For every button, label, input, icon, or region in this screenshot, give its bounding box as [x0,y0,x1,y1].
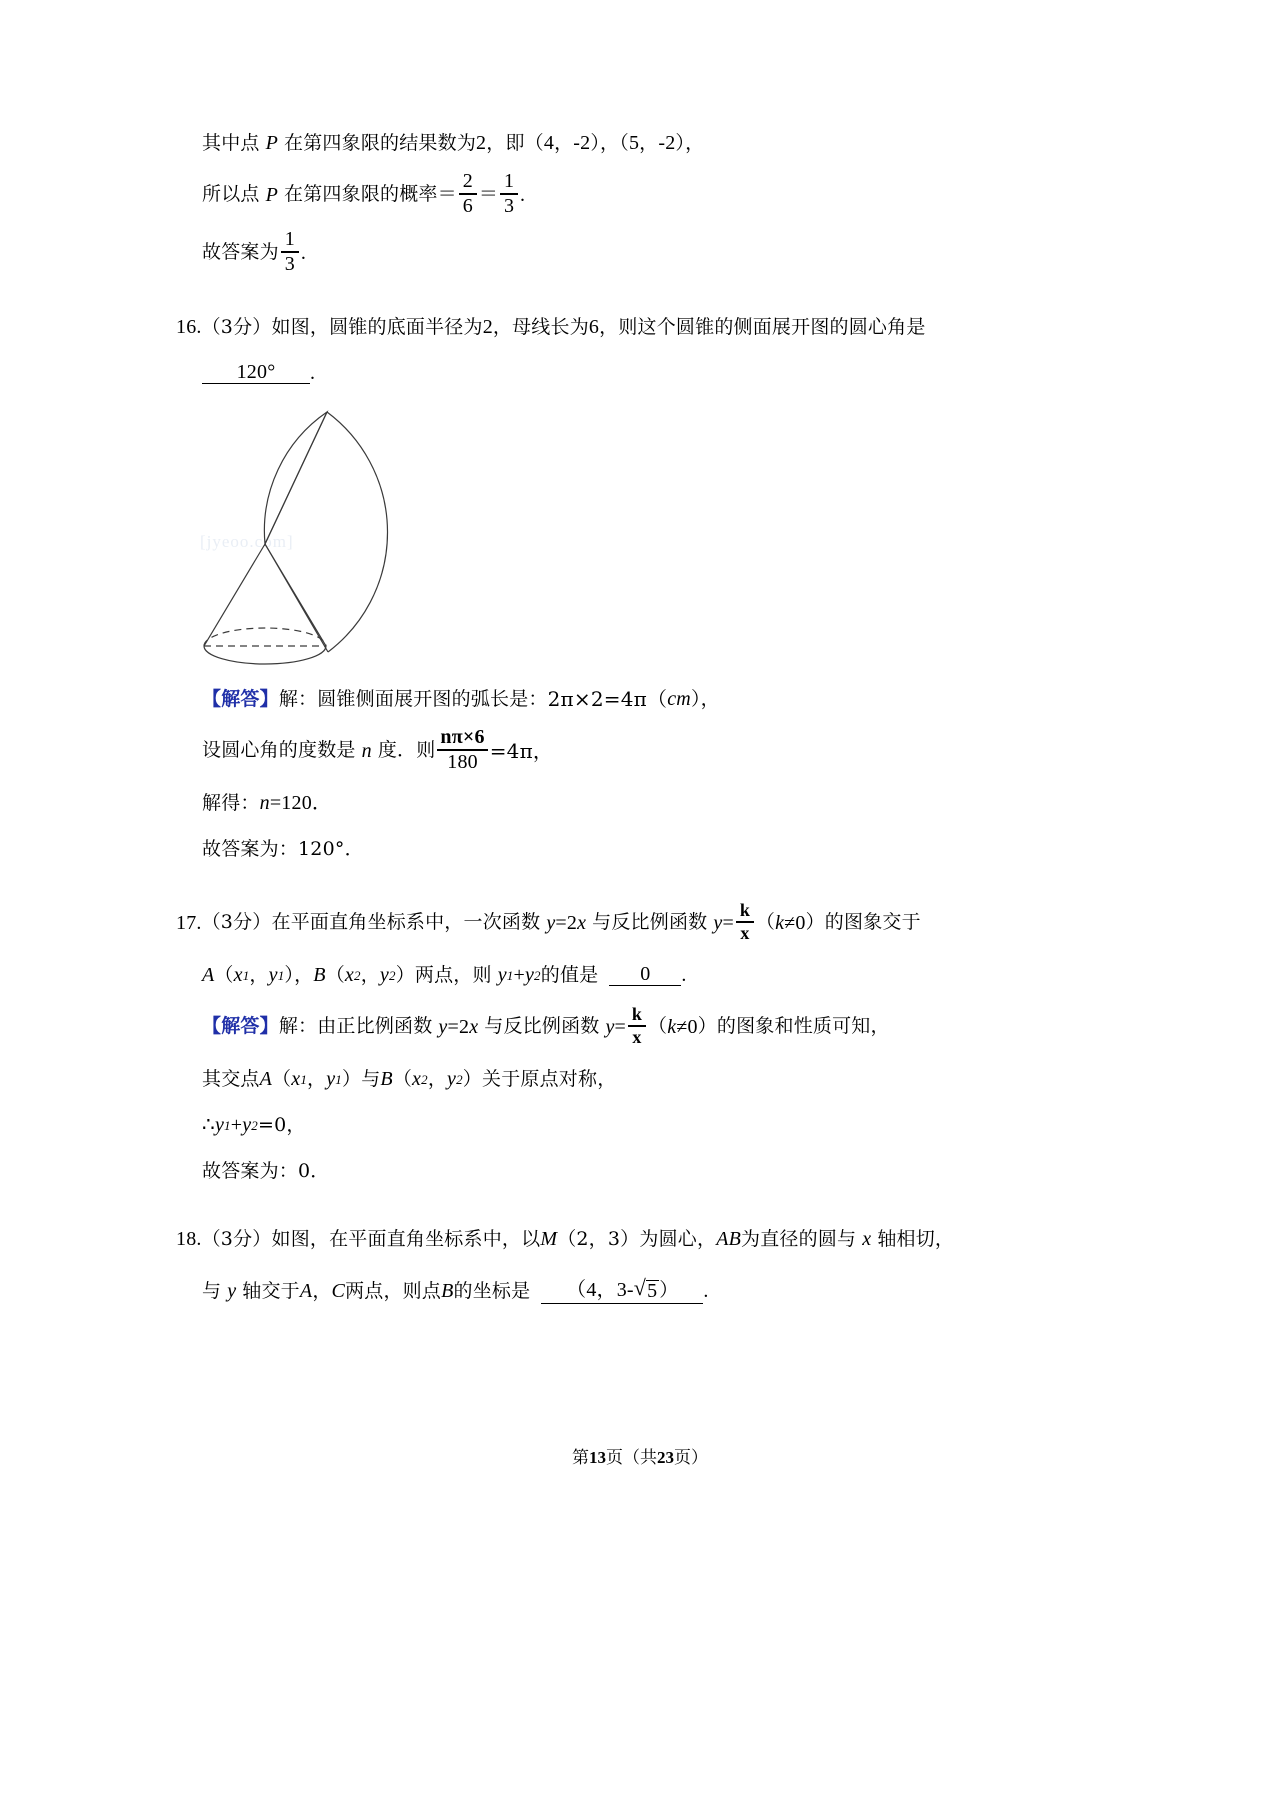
q17-sol3-y2: y [242,1114,252,1136]
q18-line2-comma: ， [312,1279,332,1302]
q17-sum-y1-sub: 1 [506,967,514,983]
page-content [176,120,1106,1320]
q16-sol-c: ）， [690,687,720,710]
fraction-k-over-x [628,1005,646,1046]
q18-answer-blank[interactable] [541,1275,703,1304]
q18-answer-suffix: ） [659,1279,679,1301]
q17-stem-a: 在平面直角坐标系中，一次函数 [271,911,541,934]
q15-equals: ＝ [478,183,499,206]
q18-marks: （3分） [201,1227,272,1250]
fraction-k-over-x [736,901,754,942]
q17-linear-eq: =2 [555,911,578,934]
fraction-one-third [500,171,518,216]
q18-line2-b: 轴交于 [242,1279,300,1302]
q17-sol-a: 解：由正比例函数 [278,1015,433,1038]
q16-sol3-n: n [259,792,270,814]
q17-sol2-B-x: x [412,1068,422,1090]
q16-number-dot: . [196,316,202,338]
q16-sol3-b: =120． [269,792,333,814]
q18-stem-d: 轴相切， [877,1227,955,1250]
fraction-numerator: nπ×6 [440,726,485,749]
q15-text-d: ），（ [590,131,629,154]
q17-plus-sign: + [513,964,525,986]
cone-base-front-arc [204,646,326,664]
cone-figure-container [176,404,1106,676]
q18-answer-period: . [703,1280,709,1302]
q18-answer-prefix: （4，3- [566,1279,634,1301]
q16-sol-a: 解：圆锥侧面展开图的弧长是： [278,687,548,710]
q17-B-y-sub: 2 [388,967,396,983]
fraction-numerator: 1 [503,170,515,193]
q17-sol-linear-x: x [469,1015,479,1038]
q17-sum-y2-sub: 2 [534,967,541,983]
q15-line-2 [176,166,1106,224]
footer-total-pages: 23 [657,1448,674,1467]
q18-point-C: C [331,1280,346,1302]
q17-A-x-sub: 1 [242,967,250,983]
radical-sign-icon: √ [633,1275,647,1300]
q17-B-x-sub: 2 [354,967,361,983]
q17-sol2-B-y: y [447,1068,457,1090]
therefore-symbol: ∴ [202,1114,215,1136]
q17-sol2-B: B [380,1068,393,1090]
q17-sol-c: （ [648,1015,668,1038]
q15-period: . [520,183,526,206]
fraction-denominator: x [740,922,750,943]
q18-center-coords: （2，3） [557,1227,640,1250]
fraction-denominator: x [632,1026,642,1047]
watermark-text: [jyeoo.com] [200,532,294,551]
q17-k-condition: ≠0 [784,911,806,934]
q17-number-dot: . [196,911,202,934]
q17-sol-inverse-eq: = [614,1015,627,1038]
radicand: 5 [647,1280,658,1302]
q17-inverse-eq: = [722,911,734,934]
q17-A-comma: ， [249,963,269,986]
q17-sol2-A-y-sub: 1 [335,1071,342,1087]
q18-point-B: B [441,1280,454,1302]
q17-solution-line-1 [176,998,1106,1056]
footer-current-page: 13 [589,1448,606,1467]
fraction-numerator: k [739,900,751,921]
q16-answer-line [176,350,1106,396]
q16-sol2-b: 度．则 [377,739,436,762]
q17-final-answer: 故答案为：0． [202,1159,330,1182]
q17-solution-line-4 [176,1148,1106,1194]
q15-comma-1: ， [554,131,574,154]
q16-stem-a: 如图，圆锥的底面半径为 [271,315,483,338]
q15-text-e: ）， [675,131,705,154]
q16-solution-line-2 [176,722,1106,780]
q16-number: 16 [176,316,197,338]
q17-sol-inverse-y: y [605,1015,615,1038]
q16-final-answer: 故答案为：120°． [202,837,364,860]
q15-text-a: 其中点 [202,131,260,154]
q17-value-text: 的值是 [540,963,599,986]
q17-linear-y: y [546,911,556,934]
footer-prefix: 第 [572,1448,589,1468]
q16-variable-n: n [361,739,372,762]
q17-sol3-plus: + [230,1114,243,1136]
q17-sum-y2: y [524,964,535,986]
q18-point-A: A [299,1280,313,1302]
q15-text-b: 在第四象限的结果数为 [284,131,477,154]
q16-stem-b: ，母线长为 [492,315,589,338]
q15-text-c: ，即（ [486,131,544,154]
cone-diagram-svg [186,404,486,676]
q17-stem-c: （ [755,911,776,934]
q17-sol2-a: 其交点 [202,1067,260,1090]
solution-tag: 【解答】 [202,1015,279,1038]
q15-answer-period: . [300,241,307,264]
q17-sol2-A-x-sub: 1 [300,1071,308,1087]
q16-marks: （3分） [201,315,272,338]
q17-sol-k-symbol: k [667,1015,677,1038]
q17-sol2-A-comma: ， [307,1067,327,1090]
q15-point2-y: -2 [658,132,676,154]
q16-slant-value: 6 [588,316,600,338]
q17-sol2-B-y-sub: 2 [456,1071,463,1087]
q18-axis-y: y [227,1280,237,1302]
q17-two-points-text: 两点，则 [414,963,492,986]
q17-answer-period: . [681,964,687,986]
q17-sol2-B-comma: ， [427,1067,448,1090]
q15-line-3 [176,224,1106,282]
q16-unit-cm: cm [667,688,691,710]
fraction-numerator: k [631,1004,643,1025]
fraction-numerator: 1 [284,228,295,251]
q17-sol3-y1-sub: 1 [224,1117,231,1133]
q17-k-symbol: k [775,911,785,934]
q17-B-y: y [379,964,389,986]
fraction-denominator: 3 [284,252,295,275]
q17-sum-y1: y [497,964,507,986]
q17-sol-linear-y: y [438,1015,448,1038]
fraction-two-sixths [459,171,477,216]
q17-inverse-y: y [713,911,723,934]
q17-sol2-b: 与 [361,1067,381,1090]
q16-radius-value: 2 [482,316,493,338]
q17-sol2-B-x-sub: 2 [421,1071,428,1087]
q18-stem-a: 如图，在平面直角坐标系中，以 [271,1227,541,1250]
q18-stem-line-2 [176,1262,1106,1320]
fraction-one-third-answer [281,229,299,274]
q18-stem-line-1 [176,1216,1106,1262]
q17-sol2-A: A [259,1068,273,1090]
q16-sol2-a: 设圆心角的度数是 [202,739,356,762]
q16-answer-period: . [310,362,316,384]
footer-suffix: 页） [674,1448,708,1468]
q17-sol-k-condition: ≠0 [676,1015,698,1038]
q15-comma-2: ， [639,131,659,154]
q18-line2-d: 的坐标是 [453,1279,531,1302]
q15-line-1 [176,120,1106,166]
q17-marks: （3分） [201,911,272,934]
q17-solution-line-3 [176,1102,1106,1148]
q17-stem-line-2: A （ x 1 ， y 1 ）， B （ x 2 ， y 2 ） 两点，则 y 1 + y 2 的值是 0 . [202,963,687,986]
q15-prob-text-b: 在第四象限的概率＝ [284,183,457,206]
square-root-expression [633,1275,659,1302]
q15-point2-x: 5 [628,132,640,154]
q17-stem-b: 与反比例函数 [592,911,708,934]
q17-A-y-sub: 1 [277,967,285,983]
q17-A-y: y [268,964,278,986]
q17-sol-b: 与反比例函数 [484,1015,600,1038]
q15-point1-y: -2 [573,132,591,154]
solution-tag: 【解答】 [202,687,279,710]
q15-answer-text: 故答案为 [202,241,279,264]
cone-base-back-arc-dashed [204,628,326,646]
q17-stem-line-1 [176,894,1106,952]
q16-solution-line-1 [176,676,1106,722]
q17-point-A: A [202,964,215,986]
q16-stem-c: ，则这个圆锥的侧面展开图的圆心角是 [599,315,926,338]
q17-sol-d: ）的图象和性质可知， [697,1015,890,1038]
q18-number-dot: . [196,1228,202,1250]
q17-sol-linear-eq: =2 [447,1015,470,1038]
q16-answer-blank[interactable]: 120° [202,362,310,384]
q17-number: 17 [176,911,197,934]
fraction-numerator: 2 [462,170,473,193]
q16-arc-length-expr: 2π×2=4π（ [547,687,668,711]
q17-B-x: x [344,964,354,986]
footer-middle: 页（共 [606,1448,657,1468]
q15-point-label-P: P [265,132,279,154]
q16-solution-line-3 [176,780,1106,826]
fraction-denominator: 3 [503,194,515,217]
q18-stem-c: 为直径的圆与 [741,1227,857,1250]
fraction-arc-formula [437,727,487,772]
q15-prob-label-P: P [265,183,279,206]
sector-arc [327,412,388,652]
fraction-denominator: 180 [447,750,478,773]
q18-line2-a: 与 [202,1279,222,1302]
q18-stem-b: 为圆心， [639,1227,717,1250]
q17-sol3-y1: y [214,1114,225,1136]
q17-sol2-c: 关于原点对称， [482,1067,617,1090]
q17-solution-line-2: 其交点 A （ x 1 ， y 1 ） 与 B （ x 2 ， y 2 ） 关于原点对称， [202,1067,617,1090]
q18-line2-c: 两点，则点 [345,1279,442,1302]
q17-sol3-eq: =0， [257,1113,306,1136]
q16-sol2-c: =4π， [489,738,554,763]
q16-solution-line-4 [176,826,1106,872]
q18-number: 18 [176,1228,197,1250]
fraction-denominator: 6 [462,194,473,217]
q17-linear-x: x [577,911,587,934]
q17-sol2-A-x: x [291,1068,301,1090]
q15-count: 2 [476,132,487,154]
q16-stem-line-1 [176,304,1106,350]
q18-axis-x: x [862,1228,872,1250]
q17-answer-blank[interactable]: 0 [609,964,681,986]
q18-diameter-AB: AB [716,1228,742,1250]
q17-point-B: B [313,964,326,986]
q17-stem-d: ）的图象交于 [805,911,921,934]
q17-sol3-y2-sub: 2 [251,1117,258,1133]
q17-B-comma: ， [360,963,380,986]
q15-point1-x: 4 [543,132,555,154]
q18-center-M: M [540,1228,558,1250]
page-footer [0,1443,1280,1468]
q17-A-x: x [233,964,243,986]
q15-prob-text-a: 所以点 [202,183,260,206]
q17-sol2-A-y: y [326,1068,336,1090]
q16-sol3-a: 解得： [202,791,260,814]
